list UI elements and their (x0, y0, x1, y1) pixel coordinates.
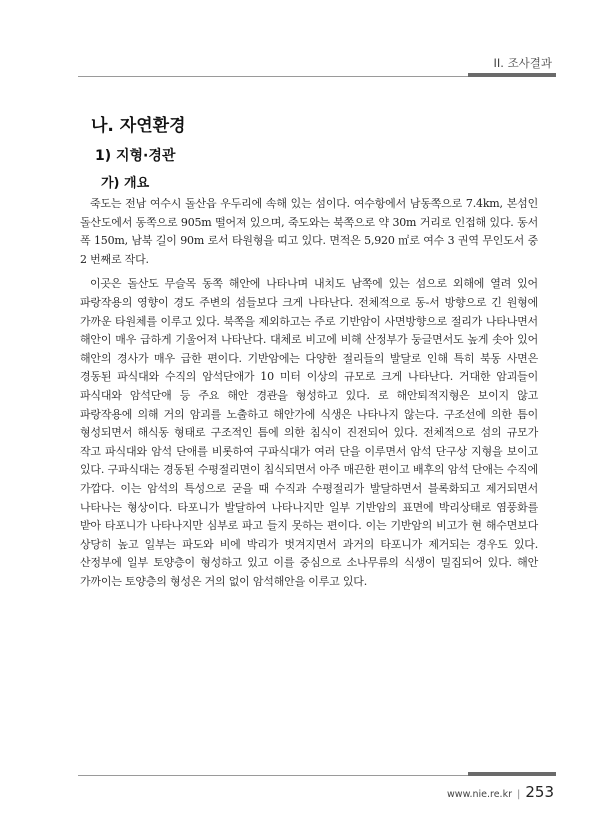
paragraph: 이곳은 돌산도 무슬목 동쪽 해안에 나타나며 내치도 남쪽에 있는 섬으로 외해에 열려 있어 파랑작용의 영향이 경도 주변의 섬들보다 크게 나타난다. 전체적으로 동-서 방향으로 긴 원형에 가까운 타원체를 이루고 있다. 북쪽을 제외하고는 주로 기반암이 사면방향으로 절리가 나타나면서 해안이 매우 급하게 기울어져 나타난다. 대체로 비고에 비해 산정부가 둥글면서도 높게 솟아 있어 해안의 경사가 매우 급한 편이다. 기반암에는 다양한 절리들의 발달로 인해 특히 북동 사면은 경동된 파식대와 수직의 암석단애가 10 미터 이상의 규모로 크게 나타난다. 거대한 암괴들이 파식대와 암석단애 등 주요 해안 경관을 형성하고 있다. 로 해안퇴적지형은 보이지 않고 파랑작용에 의해 거의 암괴를 노출하고 해안가에 식생은 나타나지 않는다. 구조선에 의한 틈이 형성되면서 해식동 형태로 구조적인 틈에 의한 침식이 진전되어 있다. 전체적으로 섬의 규모가 작고 파식대와 암석 단애를 비롯하여 구파식대가 여러 단을 이루면서 암석 단구상 지형을 보이고 있다. 구파식대는 경동된 수평절리면이 침식되면서 아주 매끈한 편이고 배후의 암석 단애는 수직에 가깝다. 이는 암석의 특성으로 굳을 때 수직과 수평절리가 발달하면서 블록화되고 제거되면서 나타나는 형상이다. 타포니가 발달하여 나타나지만 일부 기반암의 표면에 박리상태로 염풍화를 받아 타포니가 나타나지만 심부로 파고 들지 못하는 편이다. 이는 기반암의 비고가 현 해수면보다 상당히 높고 일부는 파도와 비에 박리가 벗겨지면서 과거의 타포니가 제거되는 경우도 있다. 산정부에 일부 토양층이 형성하고 있고 이를 중심으로 소나무류의 식생이 밀집되어 있다. 해안 가까이는 토양층의 형성은 거의 없이 암석해안을 이루고 있다. (80, 277, 538, 588)
paragraph: 죽도는 전남 여수시 돌산읍 우두리에 속해 있는 섬이다. 여수항에서 남동쪽으로 7.4km, 본섬인 돌산도에서 동쪽으로 905m 떨어져 있으며, 죽도와는 북쪽으로 약 30m 거리로 인접해 있다. 동서 폭 150m, 남북 길이 90m 로서 타원형을 띠고 있다. 면적은 5,920 ㎡로 여수 3 권역 무인도서 중 2 번째로 작다. (80, 197, 538, 266)
page-footer (447, 783, 554, 801)
footer-accent-bar (468, 772, 556, 776)
chapter-header: II. 조사결과 (493, 56, 552, 70)
page-number: 253 (525, 783, 554, 801)
body-text (80, 195, 538, 597)
footer-separator: | (516, 789, 521, 800)
header-accent-bar (468, 73, 556, 77)
section-title: 나. 자연환경 (91, 116, 186, 136)
footer-website: www.nie.re.kr (447, 789, 512, 800)
subsection-title: 1) 지형·경관 (95, 148, 176, 164)
subsubsection-title: 가) 개요 (101, 176, 150, 191)
